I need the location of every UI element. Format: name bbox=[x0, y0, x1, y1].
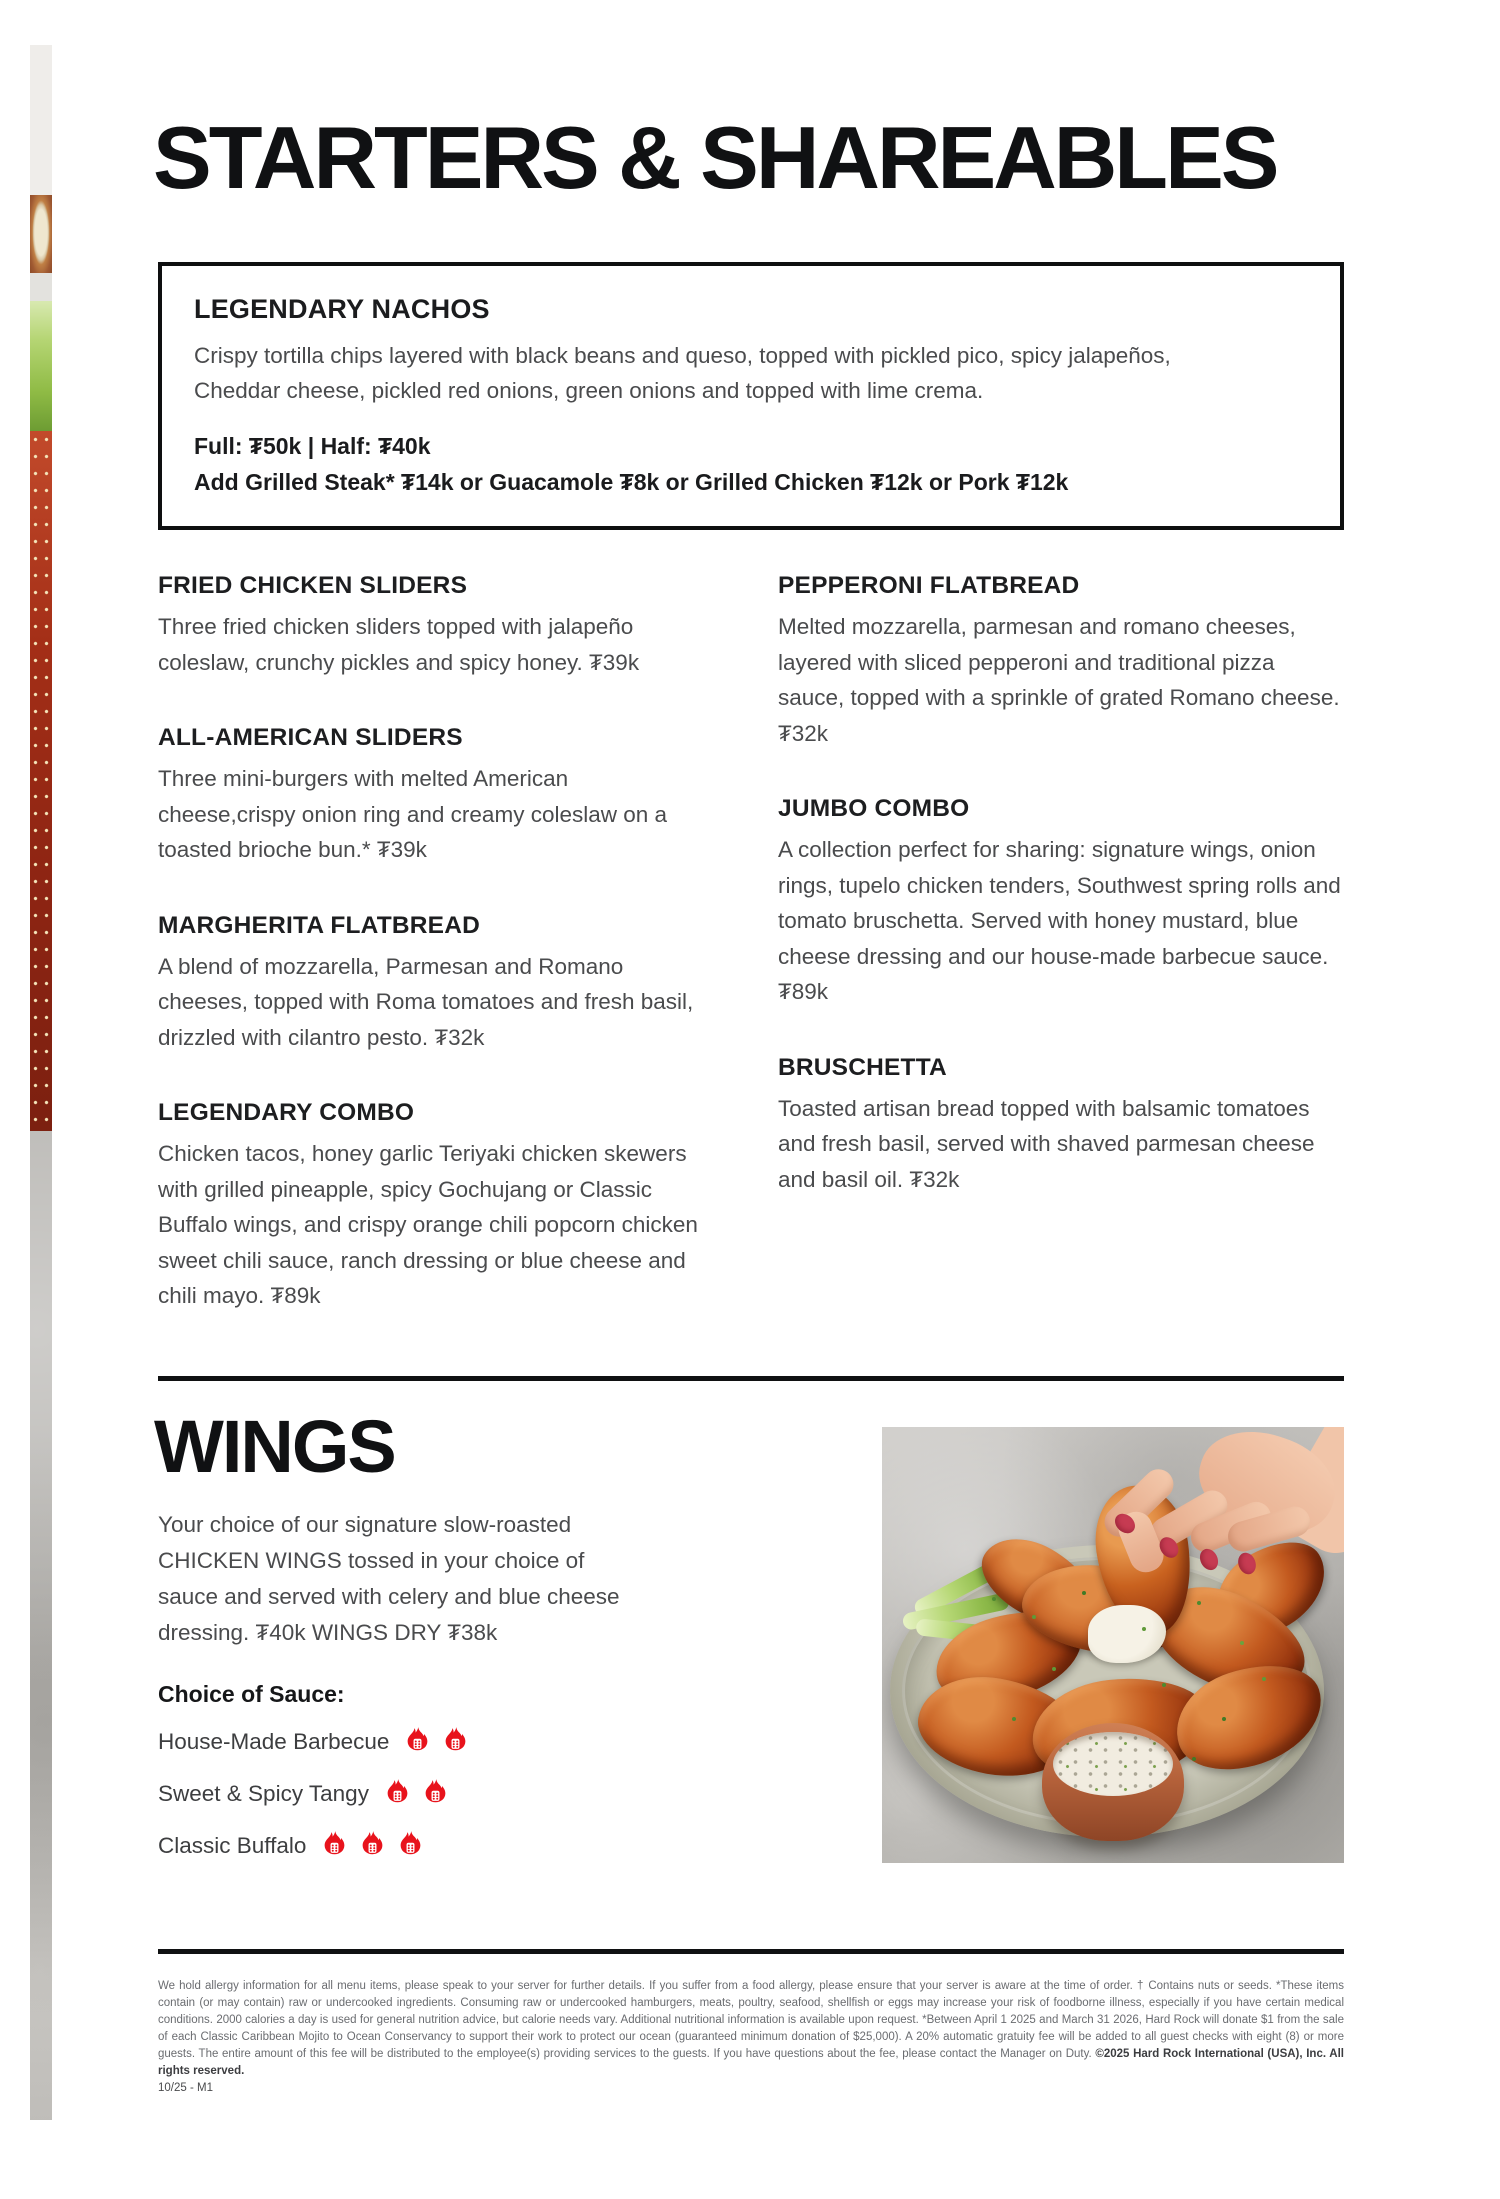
legendary-nachos-box bbox=[158, 262, 1344, 530]
section-title-wings: WINGS bbox=[154, 1405, 395, 1488]
menu-item bbox=[158, 912, 703, 1056]
menu-item-description: Chicken tacos, honey garlic Teriyaki chicken skewers with grilled pineapple, spicy Gochujang or Classic Buffalo wings, and crispy orange chili popcorn chicken sweet chili sauce, ranch dressing or blue cheese and chili mayo. ₮89k bbox=[158, 1141, 698, 1308]
blue-cheese-dip bbox=[1053, 1732, 1173, 1796]
menu-code: 10/25 - M1 bbox=[158, 2082, 213, 2094]
flame-guitar-icon bbox=[396, 1830, 425, 1862]
strip-segment-red-dish bbox=[30, 431, 52, 1131]
flame-guitar-icon bbox=[358, 1830, 387, 1862]
section-title-starters: STARTERS & SHAREABLES bbox=[153, 108, 1277, 207]
menu-item bbox=[158, 724, 703, 868]
strip-segment-dip-bowl bbox=[30, 195, 52, 273]
strip-segment-celery bbox=[30, 301, 52, 431]
wings-description: Your choice of our signature slow-roasted CHICKEN WINGS tossed in your choice of sauce and served with celery and blue cheese dressing. ₮40k WINGS DRY ₮38k bbox=[158, 1512, 620, 1645]
featured-price-line: Full: ₮50k | Half: ₮40k bbox=[194, 433, 431, 459]
legal-text: We hold allergy information for all menu items, please speak to your server for further details. If you suffer from a food allergy, please ensure that your server is aware at the time of order. † Contains nuts or seeds. *These items contain (or may contain) raw or undercooked ingredients. Consuming raw or undercooked hamburgers, meats, poultry, seafood, shellfish or eggs may increase your risk of foodborne illness, especially if you have certain medical conditions. 2000 calories a day is used for general nutrition advice, but calorie needs vary. Additional nutritional information is available upon request. *Between April 1 2025 and March 31 2026, Hard Rock will donate $1 from the sale of each Classic Caribbean Mojito to Ocean Conservancy to support their work to protect our ocean (guaranteed minimum donation of $25,000). A 20% automatic gratuity fee will be added to all guest checks with eight (8) or more guests. The entire amount of this fee will be distributed to the employee(s) providing services to the guests. If you have questions about the fee, please contact the Manager on Duty. bbox=[158, 1980, 1344, 2060]
sauce-name: Sweet & Spicy Tangy bbox=[158, 1781, 369, 1806]
wings-section bbox=[154, 1405, 1344, 1907]
legal-footer bbox=[158, 1978, 1344, 2094]
menu-item bbox=[158, 1099, 703, 1314]
heat-level-icons bbox=[403, 1726, 479, 1758]
flame-guitar-icon bbox=[403, 1726, 432, 1758]
dip-bowl bbox=[1042, 1723, 1184, 1841]
menu-item bbox=[158, 572, 703, 680]
heat-level-icons bbox=[383, 1778, 459, 1810]
flame-guitar-icon bbox=[441, 1726, 470, 1758]
sauce-name: House-Made Barbecue bbox=[158, 1729, 390, 1754]
menu-item-description: A collection perfect for sharing: signature wings, onion rings, tupelo chicken tenders, Southwest spring rolls and tomato bruschetta. Served with honey mustard, blue cheese dressing and our house-made barbecue sauce. ₮89k bbox=[778, 837, 1341, 1004]
menu-page bbox=[153, 0, 1344, 2094]
heat-level-icons bbox=[320, 1830, 434, 1862]
flame-guitar-icon bbox=[421, 1778, 450, 1810]
left-photo-strip bbox=[30, 45, 52, 2120]
featured-item-name: LEGENDARY NACHOS bbox=[194, 294, 490, 324]
flame-guitar-icon bbox=[320, 1830, 349, 1862]
wings-photo bbox=[882, 1427, 1344, 1863]
menu-item-description: Three mini-burgers with melted American cheese,crispy onion ring and creamy coleslaw on a toasted brioche bun.* ₮39k bbox=[158, 766, 668, 862]
strip-segment-light bbox=[30, 45, 52, 195]
menu-item-name: ALL-AMERICAN SLIDERS bbox=[158, 724, 463, 751]
menu-item bbox=[778, 795, 1344, 1010]
menu-item-description: Three fried chicken sliders topped with jalapeño coleslaw, crunchy pickles and spicy honey. ₮39k bbox=[158, 614, 640, 675]
starters-right-column bbox=[778, 572, 1344, 1197]
strip-segment-gap bbox=[30, 273, 52, 301]
menu-item-description: Toasted artisan bread topped with balsamic tomatoes and fresh basil, served with shaved parmesan cheese and basil oil. ₮32k bbox=[778, 1095, 1315, 1192]
menu-item bbox=[778, 1054, 1344, 1198]
starters-columns bbox=[158, 572, 1344, 1334]
featured-item-description: Crispy tortilla chips layered with black beans and queso, topped with pickled pico, spicy jalapeños, Cheddar cheese, pickled red onions, green onions and topped with lime crema. bbox=[194, 343, 1171, 403]
sauce-choice-header: Choice of Sauce: bbox=[158, 1681, 345, 1707]
menu-item-name: MARGHERITA FLATBREAD bbox=[158, 911, 481, 939]
flame-guitar-icon bbox=[383, 1778, 412, 1810]
copyright-text: ©2025 Hard Rock International (USA), Inc. All rights reserved. bbox=[158, 2048, 1344, 2077]
menu-item-name: FRIED CHICKEN SLIDERS bbox=[158, 572, 468, 599]
featured-addons-line: Add Grilled Steak* ₮14k or Guacamole ₮8k or Grilled Chicken ₮12k or Pork ₮12k bbox=[194, 469, 1069, 495]
strip-segment-stone bbox=[30, 1131, 52, 2120]
parsley-flecks bbox=[992, 1597, 996, 1601]
menu-item-description: A blend of mozzarella, Parmesan and Romano cheeses, topped with Roma tomatoes and fresh basil, drizzled with cilantro pesto. ₮32k bbox=[158, 953, 694, 1050]
menu-item-name: LEGENDARY COMBO bbox=[158, 1099, 415, 1126]
sauce-name: Classic Buffalo bbox=[158, 1833, 307, 1858]
section-divider bbox=[158, 1376, 1344, 1381]
menu-item-name: PEPPERONI FLATBREAD bbox=[778, 572, 1080, 599]
menu-item-name: JUMBO COMBO bbox=[778, 795, 970, 822]
menu-item bbox=[778, 572, 1344, 751]
starters-left-column bbox=[158, 572, 703, 1314]
fine-print bbox=[158, 1978, 1344, 2080]
menu-item-description: Melted mozzarella, parmesan and romano cheeses, layered with sliced pepperoni and traditional pizza sauce, topped with a sprinkle of grated Romano cheese. ₮32k bbox=[778, 614, 1340, 746]
footer-divider bbox=[158, 1949, 1344, 1954]
menu-item-name: BRUSCHETTA bbox=[778, 1053, 947, 1081]
